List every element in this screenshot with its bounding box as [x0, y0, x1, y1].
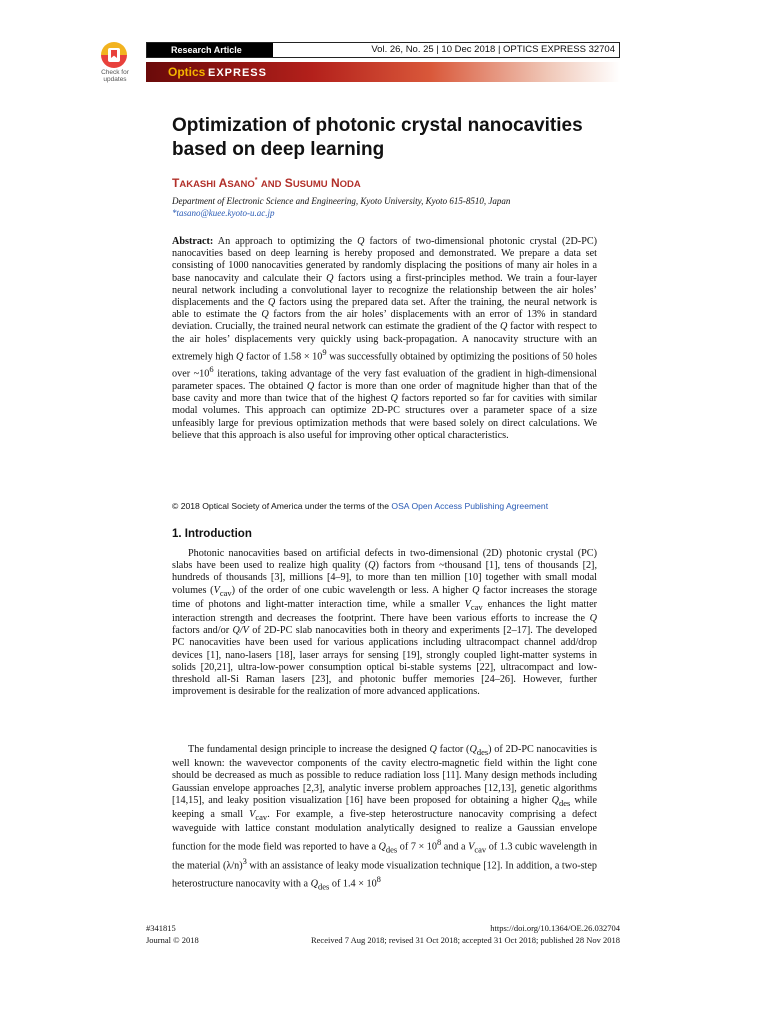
journal-header-bar — [146, 42, 620, 58]
journal-citation: Vol. 26, No. 25 | 10 Dec 2018 | OPTICS EXPRESS 32704 — [371, 44, 615, 55]
abstract: Abstract: An approach to optimizing the Q factors of two-dimensional photonic crystal (2D-PC) nanocavities based on deep learning is hereby proposed and demonstrated. We prepare a data set consisting of 1000 nanocavities generated by randomly displacing the positions of many air holes in a base nanocavity and calculate their Q factors using a first-principles method. We train a four-layer neural network including a convolutional layer to recognize the relationship between the air holes’ displacements and the Q factors using the prepared data set. After the training, the neural network is able to estimate the Q factors from the air holes’ displacements with an error of 13% in standard deviation. Crucially, the trained neural network can estimate the gradient of the Q factor with respect to the air holes’ displacements very quickly using back-propagation. A nanocavity structure with an extremely high Q factor of $1.58 \times 10^9$ was successfully obtained by optimizing the positions of 50 holes over $\sim 10^6$ iterations, taking advantage of the very fast evaluation of the gradient in high-dimensional parameter spaces. The obtained Q factor is more than one order of magnitude higher than that of the base cavity and more than twice that of the highest Q factors reported so far for cavities with similar modal volumes. This approach can optimize 2D-PC structures over a parameter space of a size unfeasibly large for previous optimization methods that were based solely on direct calculations. We believe that this approach is also useful for improving other optical characteristics. — [172, 236, 598, 441]
intro-paragraph-1: Photonic nanocavities based on artificial defects in two-dimensional (2D) photonic crystal (PC) slabs have been used to realize high quality (Q) factors from ~thousand [1], tens of thousands [2], hundreds of thousands [3], millions [4–9], to more than ten million [10] together with small modal volumes $(V_{cav})$ of the order of one cubic wavelength or less. A higher Q factor increases the storage time of photons and light-matter interaction time, while a smaller $V_{cav}$ enhances the light matter interaction strength and decreases the footprint. There have been various efforts to increase the Q factors and/or Q/V of 2D-PC slab nanocavities both in theory and experiments [2–17]. The developed PC nanocavities have been used for various applications including ultracompact channel add/drop devices [1], nano-lasers [18], laser arrays for sensing [19], strongly coupled light-matter systems in solids [20,21], ultra-low-power consumption optical bi-stable systems [22], ultracompact and low-threshold all-Si Raman lasers [23], and photonic buffer memories [24–26]. However, further improvement is desirable for the realization of more advanced applications. — [172, 548, 598, 698]
author-2: SUSUMU NODA — [284, 176, 361, 190]
check-for-updates-icon — [101, 42, 127, 68]
footer-right — [311, 922, 620, 946]
section-heading-introduction: 1. Introduction — [172, 528, 252, 540]
manuscript-id: #341815 — [146, 923, 176, 933]
journal-brand-bar — [146, 62, 620, 82]
author-email-link[interactable]: *tasano@kuee.kyoto-u.ac.jp — [172, 208, 275, 218]
doi-link[interactable]: https://doi.org/10.1364/OE.26.032704 — [490, 923, 620, 933]
affiliation: Department of Electronic Science and Engineering, Kyoto University, Kyoto 615-8510, Japan — [172, 196, 511, 206]
badge-text: Check for updates — [101, 69, 129, 83]
abstract-label: Abstract: — [172, 236, 214, 247]
paper-title: Optimization of photonic crystal nanocavities based on deep learning — [172, 115, 583, 160]
footer-left — [146, 922, 199, 946]
author-list — [172, 174, 361, 192]
brand-express-logo: EXPRESS — [208, 67, 267, 79]
corresponding-mark: * — [254, 177, 258, 184]
brand-optics-logo: Optics — [168, 65, 206, 79]
intro-paragraph-2: The fundamental design principle to increase the designed Q factor $(Q_{des})$ of 2D-PC nanocavities is well known: the wavevector components of the cavity electro-magnetic field within the light cone should be decreased as much as possible to reduce radiation loss [11]. Many design methods including Gaussian envelope approaches [2,3], analytic inverse problem approaches [12,13], genetic algorithms [14,15], and leaky position visualization [16] have been proposed for obtaining a higher $Q_{des}$ while keeping a small $V_{cav}$. For example, a five-step heterostructure nanocavity comprising a defect waveguide with lattice constant modulation analytically designed to realize a Gaussian envelope function for the mode field was reported to have a $Q_{des}$ of $7 \times 10^8$ and a $V_{cav}$ of 1.3 cubic wavelength in the material $(\lambda/n)^3$ with an assistance of leaky mode visualization technique [12]. In addition, a two-step heterostructure nanocavity with a $Q_{des}$ of $1.4 \times 10^8$ — [172, 744, 598, 892]
open-access-agreement-link[interactable]: OSA Open Access Publishing Agreement — [391, 501, 549, 511]
journal-copyright: Journal © 2018 — [146, 935, 199, 945]
copyright-notice: © 2018 Optical Society of America under the terms of the OSA Open Access Publishing Agreement — [172, 501, 549, 511]
author-conjunction: AND — [260, 179, 282, 190]
check-for-updates-badge[interactable] — [93, 42, 137, 88]
author-1: TAKASHI ASANO* — [172, 176, 258, 190]
publication-dates: Received 7 Aug 2018; revised 31 Oct 2018; accepted 31 Oct 2018; published 28 Nov 2018 — [310, 935, 620, 945]
article-type-label: Research Article — [147, 43, 273, 57]
